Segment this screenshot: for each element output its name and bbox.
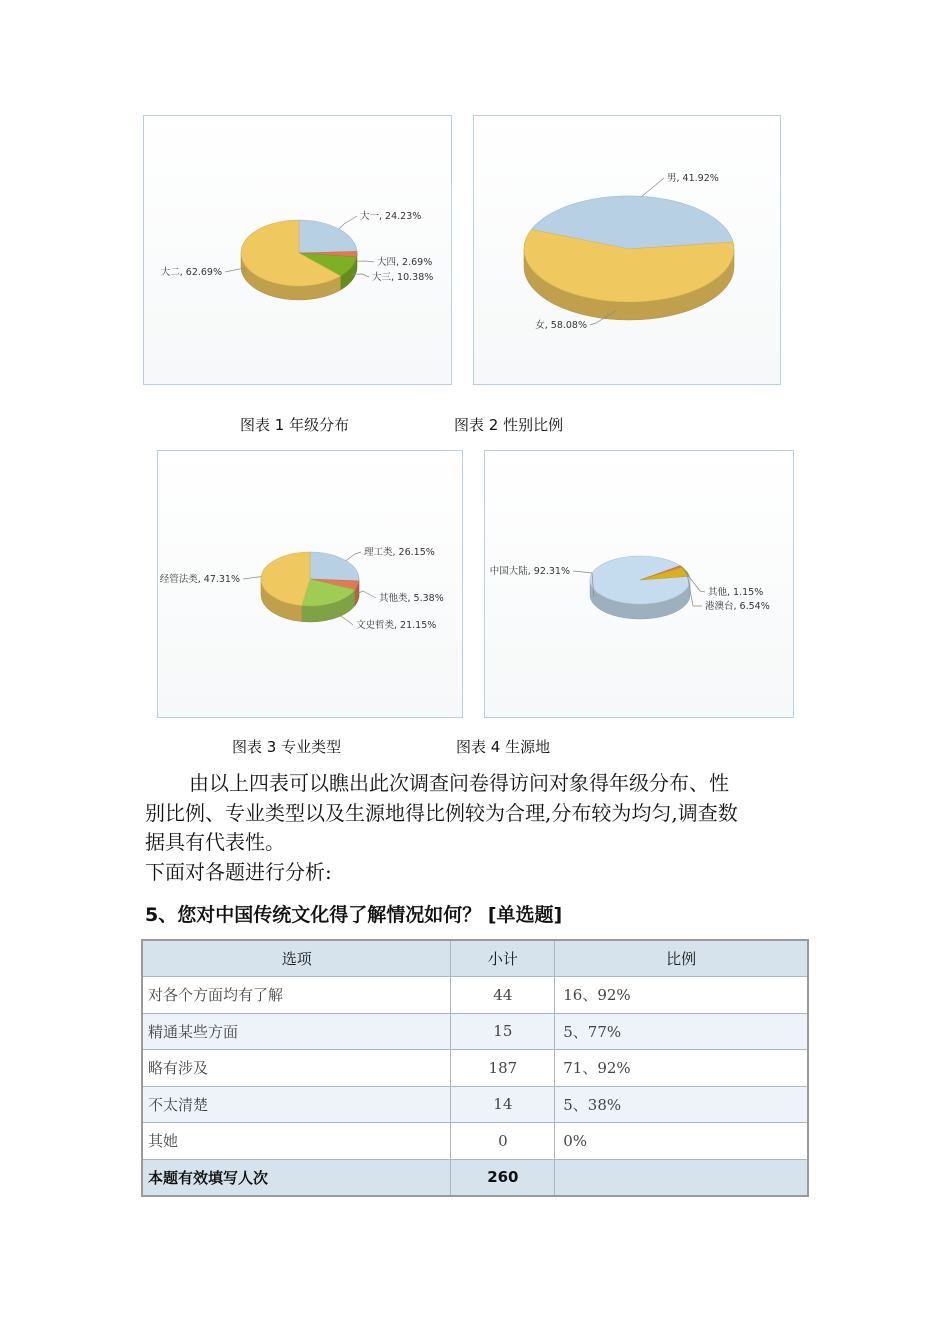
header-ratio: 比例 [555, 940, 808, 977]
cell-count: 15 [451, 1013, 555, 1050]
chart-gender [473, 115, 781, 385]
cell-count: 44 [451, 977, 555, 1014]
table-row [142, 977, 808, 1014]
origin-slice-label-2: 港澳台, 6.54% [705, 601, 770, 612]
grade-slice-label-1: 大四, 2.69% [377, 257, 433, 268]
header-count: 小计 [451, 940, 555, 977]
major-slice-label-1: 其他类, 5.38% [379, 593, 444, 604]
gender-leader-line-0 [642, 178, 664, 196]
major-slice-label-3: 经管法类, 47.31% [159, 574, 240, 585]
chart-major-caption: 图表 3 专业类型 [232, 738, 342, 756]
cell-count: 187 [451, 1050, 555, 1087]
grade-leader-line-1 [357, 261, 374, 262]
total-label: 本题有效填写人次 [142, 1159, 451, 1196]
chart-gender-svg [474, 116, 782, 386]
major-leader-line-1 [358, 591, 376, 598]
paragraph-line: 别比例、专业类型以及生源地得比例较为合理,分布较为均匀,调查数 [145, 800, 738, 825]
major-leader-line-3 [243, 577, 261, 579]
paragraph-line: 由以上四表可以瞧出此次调查问卷得访问对象得年级分布、性 [189, 771, 729, 795]
chart-major-svg [158, 451, 464, 719]
header-option: 选项 [142, 940, 451, 977]
table-row [142, 1123, 808, 1160]
table-row [142, 1086, 808, 1123]
chart-major [157, 450, 463, 718]
chart-origin [484, 450, 794, 718]
total-empty [555, 1159, 808, 1196]
gender-slice-label-0: 男, 41.92% [667, 173, 719, 184]
chart-origin-caption: 图表 4 生源地 [456, 738, 551, 756]
grade-slice-0 [299, 220, 357, 253]
chart-grade-caption: 图表 1 年级分布 [240, 416, 350, 434]
chart-grade-svg [144, 116, 453, 386]
cell-count: 0 [451, 1123, 555, 1160]
survey-table [141, 939, 809, 1197]
gender-slice-label-1: 女, 58.08% [535, 320, 587, 331]
major-leader-line-0 [346, 552, 361, 561]
origin-slice-label-0: 中国大陆, 92.31% [489, 566, 570, 577]
major-slice-label-0: 理工类, 26.15% [364, 547, 435, 558]
paragraph-line: 下面对各题进行分析: [145, 859, 332, 884]
cell-count: 14 [451, 1086, 555, 1123]
grade-slice-label-0: 大一, 24.23% [360, 211, 422, 222]
total-value: 260 [451, 1159, 555, 1196]
cell-option: 略有涉及 [142, 1050, 451, 1087]
table-row [142, 1013, 808, 1050]
cell-option: 精通某些方面 [142, 1013, 451, 1050]
chart-grade [143, 115, 452, 385]
cell-option: 对各个方面均有了解 [142, 977, 451, 1014]
question-title: 5、您对中国传统文化得了解情况如何？ [单选题] [145, 904, 563, 926]
major-slice-label-2: 文史哲类, 21.15% [356, 620, 437, 631]
grade-slice-label-3: 大二, 62.69% [160, 267, 222, 278]
chart-origin-svg [485, 451, 795, 719]
cell-option: 不太清楚 [142, 1086, 451, 1123]
cell-ratio: 5、77% [555, 1013, 808, 1050]
cell-ratio: 71、92% [555, 1050, 808, 1087]
grade-leader-line-0 [339, 216, 357, 229]
paragraph-line: 据具有代表性。 [145, 830, 285, 854]
table-header-row [142, 940, 808, 977]
cell-option: 其她 [142, 1123, 451, 1160]
analysis-paragraph [145, 769, 815, 887]
cell-ratio: 0% [555, 1123, 808, 1160]
table-total-row [142, 1159, 808, 1196]
grade-slice-label-2: 大三, 10.38% [372, 272, 434, 283]
cell-ratio: 16、92% [555, 977, 808, 1014]
chart-gender-caption: 图表 2 性别比例 [454, 416, 564, 434]
table-row [142, 1050, 808, 1087]
origin-slice-label-1: 其他, 1.15% [708, 587, 764, 598]
cell-ratio: 5、38% [555, 1086, 808, 1123]
